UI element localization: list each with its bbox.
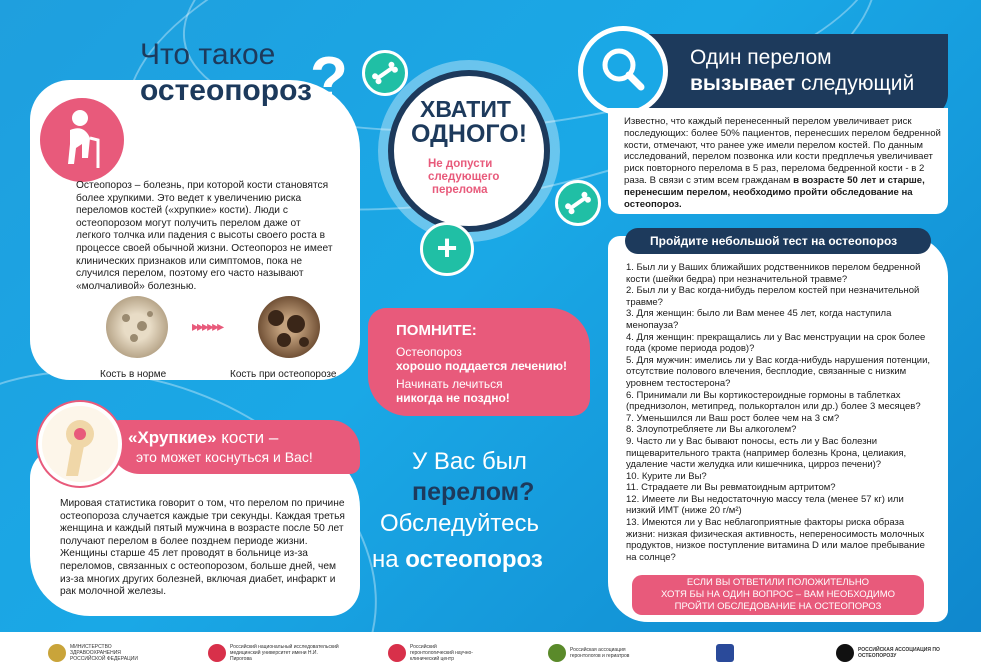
center-sub3: перелома	[432, 184, 488, 196]
cta-line3: Обследуйтесь	[380, 510, 539, 537]
test-question: 13. Имеются ли у Вас неблагоприятные факторы риска образа жизни: низкая физическая активность, непереносимость молочных продуктов, низкое поступление витамина D или малое пребывание на солнце?	[626, 517, 925, 563]
one-fracture-body-plain: Известно, что каждый перенесенный перелом увеличивает риск последующих: более 50% пациентов, перенесших перелом бедренной кости, отмечают, что ранее уже имели перелом костей. По данным исследований, перелом позвонка или кости предплечья увеличивает риск повторного перелома в 5 раз, перелома бедренной кости - в 2 раза. В связи с этим всем гражданам	[624, 116, 941, 186]
normal-bone-image	[106, 296, 168, 358]
test-result-banner	[632, 575, 924, 615]
hip-joint-image	[38, 402, 122, 486]
elderly-person-icon	[36, 94, 128, 186]
what-is-body: Остеопороз – болезнь, при которой кости становятся более хрупкими. Это ведет к увеличению риска переломов костей («хрупкие» кости). Люди с остеопорозом могут получить перелом даже от легкого толчка или падения с высоты своего роста в процессе своей обычной жизни. Остеопороз не имеет клинических признаков или симптомов, пока не случился перелом, поэтому его часто называют «молчаливой» болезнью.	[76, 180, 333, 292]
one-fracture-body-bold: в возрасте 50 лет и старше, перенесшим перелом, необходимо пройти обследование на остеопороз.	[624, 174, 925, 210]
cta-line1: У Вас был	[412, 448, 527, 475]
cta-line4-bold: остеопороз	[405, 546, 543, 573]
fragile-title-line1	[128, 428, 278, 448]
fragile-title-line2: это может коснуться и Вас!	[136, 449, 313, 465]
test-result-line2: ХОТЯ БЫ НА ОДИН ВОПРОС – ВАМ НЕОБХОДИМО	[660, 589, 896, 600]
cta-line4	[372, 546, 543, 574]
one-fracture-title2-bold: вызывает	[690, 72, 796, 95]
test-question: 4. Для женщин: прекращались ли у Вас менструации на срок более года (кроме периода родов)?	[626, 331, 926, 355]
center-sub2: следующего	[428, 171, 500, 183]
test-question: 3. Для женщин: было ли Вам менее 45 лет, когда наступила менопауза?	[626, 308, 892, 331]
cta-line2: перелом?	[412, 478, 535, 506]
what-is-title-line1: Что такое	[140, 38, 276, 71]
footer-logo6-text: РОССИЙСКАЯ АССОЦИАЦИЯ ПО ОСТЕОПОРОЗУ	[858, 647, 940, 659]
test-result-line3: ПРОЙТИ ОБСЛЕДОВАНИЕ НА ОСТЕОПОРОЗ	[674, 601, 882, 612]
remember-line1: Остеопороз	[396, 345, 462, 359]
rgnkc-logo-icon	[388, 644, 406, 662]
test-question: 1. Был ли у Ваших ближайших родственников перелом бедренной кости (шейки бедра) при незначительной травме?	[626, 262, 921, 285]
test-question: 8. Злоупотребляете ли Вы алкоголем?	[626, 424, 797, 436]
fragile-body: Мировая статистика говорит о том, что перелом по причине остеопороза случается каждые три секунды. Каждая третья женщина и каждый пятый мужчина в возрасте после 50 лет получают перелом в более позднем периоде жизни. Женщины старше 45 лет проводят в больнице из-за переломов, связанных с остеопорозом, больше дней, чем из-за многих других болезней, включая диабет, инфаркт и рак молочной железы.	[60, 498, 345, 598]
footer-logo3-text: Российский геронтологический научно-клинический центр	[410, 644, 473, 662]
footer-logo4-text: Российская ассоциация геронтологов и гериатров	[570, 647, 630, 659]
plus-icon: +	[420, 222, 474, 276]
arrows-icon: ▸▸▸▸▸▸	[192, 318, 223, 334]
center-headline2: ОДНОГО!	[411, 120, 528, 148]
shield-logo-icon	[716, 644, 734, 662]
question-mark: ?	[310, 45, 348, 114]
one-fracture-title2	[690, 72, 914, 96]
bone-normal-label: Кость в норме	[100, 369, 167, 380]
footer-logo-rnimu	[208, 641, 340, 665]
test-question: 7. Уменьшился ли Ваш рост более чем на 3 см?	[626, 412, 840, 424]
footer	[0, 632, 981, 671]
footer-logo-minzdrav	[48, 641, 140, 665]
center-sub1: Не допусти	[428, 158, 493, 170]
fragile-title-rest: кости –	[216, 428, 279, 447]
remember-line4: никогда не поздно!	[396, 391, 510, 405]
test-question: 5. Для мужчин: имелись ли у Вас когда-нибудь нарушения потенции, отсутствие полового влечения, бесплодие, связанные с низким уровнем тестостерона?	[626, 354, 931, 389]
remember-line3: Начинать лечиться	[396, 377, 503, 391]
footer-logo-rgnkc	[388, 641, 480, 665]
one-fracture-title2-rest: следующий	[795, 72, 915, 95]
bone-osteo-label: Кость при остеопорозе	[230, 369, 337, 380]
search-icon	[578, 26, 668, 116]
osteoporosis-bone-image	[258, 296, 320, 358]
test-question: 10. Курите ли Вы?	[626, 470, 707, 482]
test-questions	[626, 262, 934, 563]
rao-logo-icon	[836, 644, 854, 662]
test-question: 6. Принимали ли Вы кортикостероидные гормоны в таблетках (преднизолон, метипред, полькорталон или др.) более 3 месяцев?	[626, 389, 921, 413]
footer-logo1-text: МИНИСТЕРСТВО ЗДРАВООХРАНЕНИЯ РОССИЙСКОЙ ФЕДЕРАЦИИ	[70, 644, 138, 662]
cta-line4-prefix: на	[372, 546, 406, 573]
remember-title: ПОМНИТЕ:	[396, 322, 477, 339]
test-question: 2. Был ли у Вас когда-нибудь перелом костей при незначительной травме?	[626, 285, 920, 308]
test-question: 12. Имеете ли Вы недостаточную массу тела (менее 57 кг) или низкий ИМТ (ниже 20 г/м²)	[626, 493, 904, 517]
test-question: 11. Страдаете ли Вы ревматоидным артритом?	[626, 482, 836, 494]
footer-logo-shield	[716, 641, 734, 665]
fragile-title-bold: «Хрупкие»	[128, 428, 217, 447]
one-fracture-title1: Один перелом	[690, 46, 832, 69]
what-is-title-line2: остеопороз	[140, 74, 312, 107]
test-question: 9. Часто ли у Вас бывают поносы, есть ли у Вас болезни пищеварительного тракта (например болезнь Крона, целиакия, удаление части желудка или кишечника, цирроз печени)?	[626, 435, 907, 471]
bone-icon	[362, 50, 408, 96]
center-headline1: ХВАТИТ	[420, 96, 511, 122]
eagle-emblem-icon	[48, 644, 66, 662]
rag-logo-icon	[548, 644, 566, 662]
test-result-line1: ЕСЛИ ВЫ ОТВЕТИЛИ ПОЛОЖИТЕЛЬНО	[686, 577, 870, 588]
rnimu-logo-icon	[208, 644, 226, 662]
bone-icon	[555, 180, 601, 226]
footer-logo-rao	[836, 641, 948, 665]
remember-line2: хорошо поддается лечению!	[396, 359, 567, 373]
footer-logo2-text: Российский национальный исследовательский медицинский университет имени Н.И. Пирогова	[230, 644, 339, 662]
one-fracture-body	[624, 116, 942, 210]
test-title: Пройдите небольшой тест на остеопороз	[650, 234, 898, 248]
center-circle	[388, 70, 550, 232]
footer-logo-rag	[548, 641, 630, 665]
